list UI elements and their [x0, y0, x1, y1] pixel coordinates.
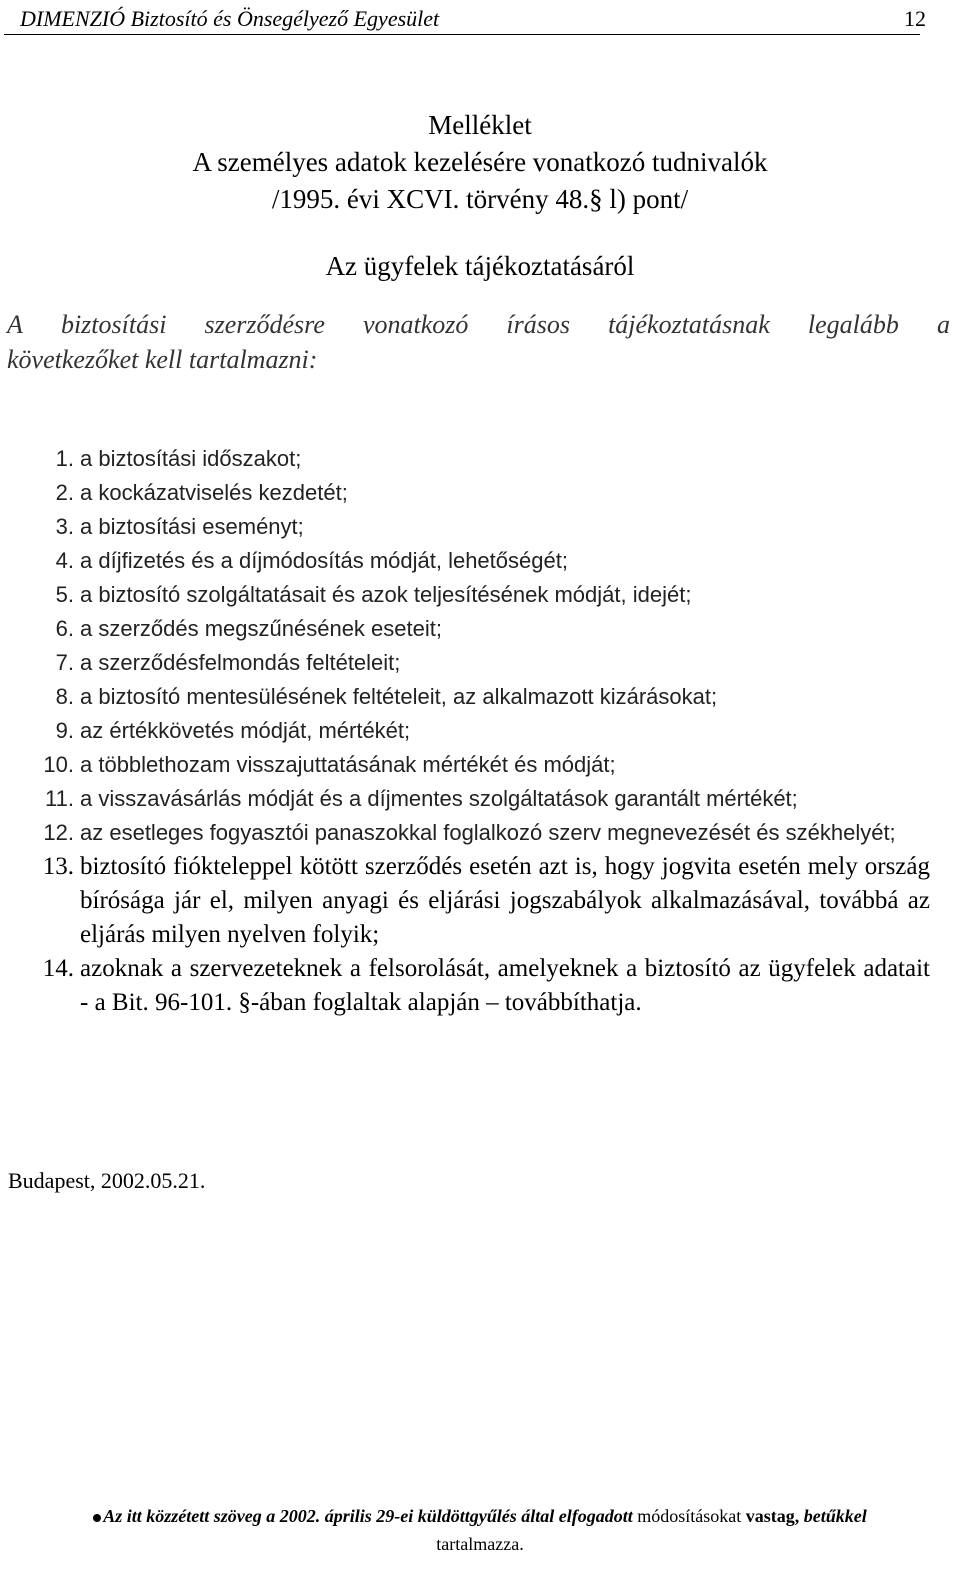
- list-item: 1. a biztosítási időszakot;: [55, 446, 302, 471]
- list-item: 6. a szerződés megszűnésének eseteit;: [55, 616, 442, 641]
- intro-line-2: következőket kell tartalmazni:: [7, 345, 318, 374]
- list-item: 10. a többlethozam visszajuttatásának mértékét és módját;: [43, 752, 616, 777]
- list-item: 5. a biztosító szolgáltatásait és azok teljesítésének módját, idejét;: [55, 582, 692, 607]
- footnote: Az itt közzétett szöveg a 2002. április 29-ei küldöttgyűlés által elfogadott módosításokat vastag, betűkkel tartalmazza.: [30, 1502, 930, 1558]
- list-item: 11. a visszavásárlás módját és a díjmentes szolgáltatások garantált mértékét;: [45, 786, 798, 811]
- section-subtitle: Az ügyfelek tájékoztatásáról: [325, 251, 635, 281]
- document-title: [0, 107, 960, 218]
- intro-paragraph: [7, 307, 950, 377]
- list-item: 8. a biztosító mentesülésének feltételeit, az alkalmazott kizárásokat;: [55, 684, 718, 709]
- requirements-list: [38, 442, 930, 1020]
- intro-line-1: A biztosítási szerződésre vonatkozó írásos tájékoztatásnak legalább a: [7, 310, 950, 339]
- list-item: 2. a kockázatviselés kezdetét;: [55, 480, 348, 505]
- list-item: 9. az értékkövetés módját, mértékét;: [55, 718, 411, 743]
- list-item: 14. azoknak a szervezeteknek a felsorolását, amelyeknek a biztosító az ügyfelek adatait - a Bit. 96-101. §-ában foglaltak alapján – továbbíthatja.: [42, 955, 930, 1016]
- page-number: 12: [904, 6, 926, 31]
- bullet-icon: [93, 1514, 101, 1522]
- list-item: 4. a díjfizetés és a díjmódosítás módját, lehetőségét;: [55, 548, 568, 573]
- list-item: 7. a szerződésfelmondás feltételeit;: [55, 650, 401, 675]
- header-title: DIMENZIÓ Biztosító és Önsegélyező Egyesület: [20, 6, 440, 31]
- list-item: 13. biztosító fiókteleppel kötött szerződés esetén azt is, hogy jogvita esetén mely ország bírósága jár el, milyen anyagi és eljárási jogszabályok alkalmazásával, továbbá az eljárás milyen nyelven folyik;: [42, 853, 930, 948]
- list-item: 3. a biztosítási eseményt;: [55, 514, 304, 539]
- title-line-2: A személyes adatok kezelésére vonatkozó tudnivalók: [192, 147, 768, 177]
- place-date: Budapest, 2002.05.21.: [8, 1168, 206, 1193]
- title-line-1: Melléklet: [428, 110, 532, 140]
- list-item: 12. az esetleges fogyasztói panaszokkal foglalkozó szerv megnevezését és székhelyét;: [43, 820, 896, 845]
- page-header: [4, 4, 926, 35]
- title-line-3: /1995. évi XCVI. törvény 48.§ l) pont/: [271, 184, 689, 214]
